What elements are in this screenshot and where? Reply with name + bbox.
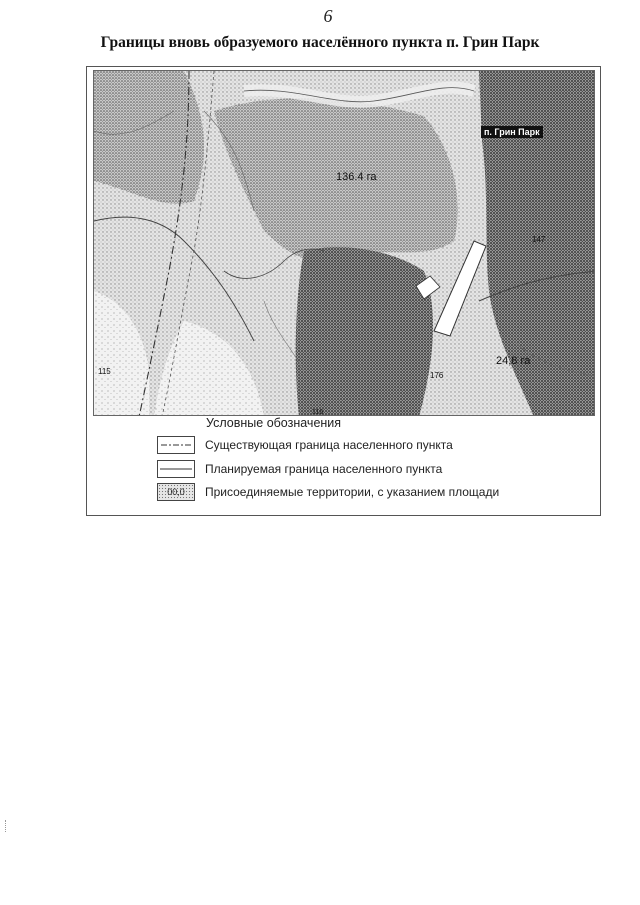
area-label-large: 136.4 га (336, 171, 377, 183)
map-number-176: 176 (430, 371, 444, 380)
legend-label-planned: Планируемая граница населенного пункта (205, 462, 443, 476)
planned-boundary-swatch (157, 460, 195, 478)
map-number-116: 116 (312, 409, 324, 416)
page-title: Границы вновь образуемого населённого пункта п. Грин Парк (100, 34, 540, 51)
settlement-label: п. Грин Парк (481, 126, 543, 138)
legend-title: Условные обозначения (206, 416, 342, 430)
area-label-small: 24,8 га (496, 355, 531, 367)
map-number-147: 147 (532, 235, 546, 244)
attached-territory-swatch: 00,0 (157, 483, 195, 501)
map-number-115: 115 (98, 367, 111, 376)
map-view[interactable] (93, 70, 595, 416)
legend-label-attached: Присоединяемые территории, с указанием площади (205, 485, 500, 499)
existing-boundary-swatch (157, 436, 195, 454)
page-number: 6 (323, 6, 333, 26)
margin-mark (5, 820, 7, 832)
legend-label-existing: Существующая граница населенного пункта (205, 438, 453, 452)
